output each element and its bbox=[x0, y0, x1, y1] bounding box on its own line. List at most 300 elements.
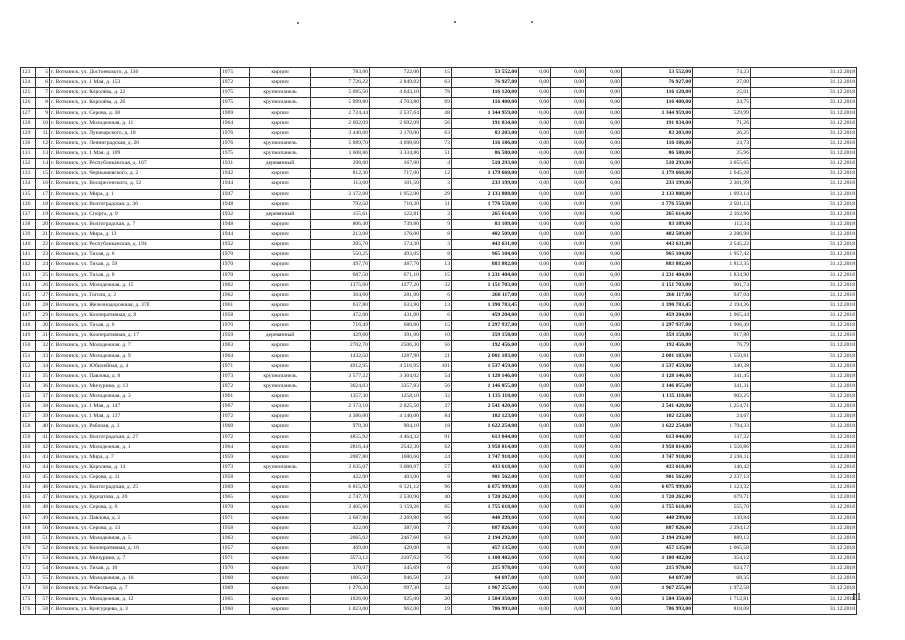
row-number: 57 bbox=[36, 594, 50, 604]
address-cell: г. Воткинск, ул. Мира, д. 13 bbox=[50, 230, 221, 240]
zero-cell-1: 0,00 bbox=[519, 219, 551, 229]
zero-cell-2: 0,00 bbox=[551, 169, 586, 179]
row-number: 45 bbox=[36, 473, 50, 483]
count-cell: 19 bbox=[421, 604, 452, 614]
count-cell: 63 bbox=[421, 128, 452, 138]
table-row bbox=[21, 209, 857, 219]
row-number: 18 bbox=[36, 199, 50, 209]
count-cell: 6 bbox=[421, 311, 452, 321]
row-index: 157 bbox=[21, 412, 36, 422]
count-cell: 6 bbox=[421, 290, 452, 300]
address-cell: г. Воткинск, ул. Железнодорожная, д. 37б bbox=[50, 300, 221, 310]
living-area-cell: 403,00 bbox=[370, 473, 421, 483]
cost-per-meter-cell: 2 545,22 bbox=[693, 240, 751, 250]
wall-material-cell: крупнопанель bbox=[250, 371, 311, 381]
zero-cell-3: 0,00 bbox=[586, 564, 622, 574]
cost-cell: 613 044,00 bbox=[452, 432, 519, 442]
zero-cell-1: 0,00 bbox=[519, 513, 551, 523]
zero-cell-1: 0,00 bbox=[519, 199, 551, 209]
row-index: 172 bbox=[21, 564, 36, 574]
wall-material-cell: кирпич bbox=[250, 179, 311, 189]
row-number: 10 bbox=[36, 118, 50, 128]
date-cell: 31.12.2018 bbox=[751, 98, 857, 108]
zero-cell-3: 0,00 bbox=[586, 108, 622, 118]
living-area-cell: 387,00 bbox=[370, 523, 421, 533]
zero-cell-2: 0,00 bbox=[551, 493, 586, 503]
cost-per-meter-cell: 1 906,49 bbox=[693, 321, 751, 331]
address-cell: г. Воткинск, ул. Серова, д. 30 bbox=[50, 108, 221, 118]
zero-cell-3: 0,00 bbox=[586, 371, 622, 381]
year-cell: 1931 bbox=[221, 159, 250, 169]
row-index: 176 bbox=[21, 604, 36, 614]
zero-cell-1: 0,00 bbox=[519, 594, 551, 604]
cost-cell: 457 135,00 bbox=[452, 543, 519, 553]
row-index: 130 bbox=[21, 138, 36, 148]
cost-per-meter-cell: 1 812,35 bbox=[693, 260, 751, 270]
total-area-cell: 5 085,50 bbox=[311, 88, 370, 98]
cost-total-cell: 448 299,00 bbox=[622, 513, 693, 523]
total-area-cell: 806,40 bbox=[311, 219, 370, 229]
zero-cell-3: 0,00 bbox=[586, 483, 622, 493]
date-cell: 31.12.2018 bbox=[751, 209, 857, 219]
cost-per-meter-cell: 139,84 bbox=[693, 513, 751, 523]
zero-cell-3: 0,00 bbox=[586, 118, 622, 128]
cost-per-meter-cell: 2 237,13 bbox=[693, 473, 751, 483]
wall-material-cell: кирпич bbox=[250, 402, 311, 412]
table-row bbox=[21, 78, 857, 88]
cost-cell: 448 299,00 bbox=[452, 513, 519, 523]
cost-total-cell: 510 293,00 bbox=[622, 159, 693, 169]
wall-material-cell: кирпич bbox=[250, 533, 311, 543]
zero-cell-1: 0,00 bbox=[519, 442, 551, 452]
year-cell: 1960 bbox=[221, 604, 250, 614]
zero-cell-1: 0,00 bbox=[519, 311, 551, 321]
total-area-cell: 5 089,70 bbox=[311, 138, 370, 148]
wall-material-cell: крупнопанель bbox=[250, 98, 311, 108]
cost-per-meter-cell: 2 230,11 bbox=[693, 452, 751, 462]
address-cell: г. Воткинск, ул. Павлова, д. 2 bbox=[50, 513, 221, 523]
year-cell: 1972 bbox=[221, 381, 250, 391]
zero-cell-1: 0,00 bbox=[519, 422, 551, 432]
table-row bbox=[21, 513, 857, 523]
cost-per-meter-cell: 74,23 bbox=[693, 68, 751, 78]
address-cell: г. Воткинск, ул. Волгоградская, д. 25 bbox=[50, 483, 221, 493]
cost-cell: 2 194 292,00 bbox=[452, 533, 519, 543]
address-cell: г. Воткинск, ул. 1 Мая, д. 153 bbox=[50, 78, 221, 88]
cost-per-meter-cell: 27,00 bbox=[693, 78, 751, 88]
living-area-cell: 167,00 bbox=[370, 159, 421, 169]
total-area-cell: 1026,00 bbox=[311, 594, 370, 604]
total-area-cell: 1432,50 bbox=[311, 351, 370, 361]
cost-total-cell: 1 146 055,00 bbox=[622, 381, 693, 391]
count-cell: 78 bbox=[421, 88, 452, 98]
year-cell: 1961 bbox=[221, 392, 250, 402]
zero-cell-2: 0,00 bbox=[551, 270, 586, 280]
row-index: 153 bbox=[21, 371, 36, 381]
cost-total-cell: 1 151 703,00 bbox=[622, 280, 693, 290]
row-number: 20 bbox=[36, 219, 50, 229]
cost-total-cell: 6 875 999,00 bbox=[622, 483, 693, 493]
wall-material-cell: кирпич bbox=[250, 564, 311, 574]
row-index: 134 bbox=[21, 179, 36, 189]
total-area-cell: 2 172,00 bbox=[311, 189, 370, 199]
cost-cell: 1 128 146,00 bbox=[452, 371, 519, 381]
zero-cell-2: 0,00 bbox=[551, 392, 586, 402]
row-number: 24 bbox=[36, 260, 50, 270]
zero-cell-2: 0,00 bbox=[551, 179, 586, 189]
wall-material-cell: кирпич bbox=[250, 321, 311, 331]
zero-cell-2: 0,00 bbox=[551, 250, 586, 260]
zero-cell-2: 0,00 bbox=[551, 543, 586, 553]
wall-material-cell: кирпич bbox=[250, 311, 311, 321]
date-cell: 31.12.2018 bbox=[751, 78, 857, 88]
row-number: 7 bbox=[36, 88, 50, 98]
row-index: 126 bbox=[21, 98, 36, 108]
row-number: 43 bbox=[36, 452, 50, 462]
wall-material-cell: кирпич bbox=[250, 554, 311, 564]
count-cell: 15 bbox=[421, 68, 452, 78]
zero-cell-3: 0,00 bbox=[586, 392, 622, 402]
wall-material-cell: кирпич bbox=[250, 68, 311, 78]
zero-cell-3: 0,00 bbox=[586, 331, 622, 341]
table-row bbox=[21, 442, 857, 452]
date-cell: 31.12.2018 bbox=[751, 483, 857, 493]
row-number: 44 bbox=[36, 462, 50, 472]
row-index: 147 bbox=[21, 311, 36, 321]
date-cell: 31.12.2018 bbox=[751, 270, 857, 280]
zero-cell-2: 0,00 bbox=[551, 564, 586, 574]
cost-total-cell: 191 834,00 bbox=[622, 118, 693, 128]
wall-material-cell: кирпич bbox=[250, 230, 311, 240]
wall-material-cell: кирпич bbox=[250, 412, 311, 422]
table-row bbox=[21, 199, 857, 209]
total-area-cell: 213,00 bbox=[311, 230, 370, 240]
cost-total-cell: 116 400,00 bbox=[622, 98, 693, 108]
wall-material-cell: кирпич bbox=[250, 341, 311, 351]
cost-total-cell: 359 158,00 bbox=[622, 331, 693, 341]
cost-total-cell: 1 537 459,00 bbox=[622, 361, 693, 371]
table-row bbox=[21, 270, 857, 280]
cost-per-meter-cell: 1 972,58 bbox=[693, 584, 751, 594]
cost-cell: 786 993,00 bbox=[452, 604, 519, 614]
cost-cell: 433 618,00 bbox=[452, 462, 519, 472]
zero-cell-1: 0,00 bbox=[519, 230, 551, 240]
zero-cell-2: 0,00 bbox=[551, 290, 586, 300]
row-index: 154 bbox=[21, 381, 36, 391]
zero-cell-1: 0,00 bbox=[519, 371, 551, 381]
year-cell: 1970 bbox=[221, 250, 250, 260]
count-cell: 32 bbox=[421, 392, 452, 402]
cost-per-meter-cell: 2 301,99 bbox=[693, 179, 751, 189]
row-number: 48 bbox=[36, 503, 50, 513]
table-row bbox=[21, 189, 857, 199]
cost-total-cell: 192 456,00 bbox=[622, 341, 693, 351]
total-area-cell: 3 635,07 bbox=[311, 462, 370, 472]
cost-per-meter-cell: 529,99 bbox=[693, 108, 751, 118]
address-cell: г. Воткинск, ул. Молодежная, д. 12 bbox=[50, 594, 221, 604]
cost-cell: 83 203,00 bbox=[452, 128, 519, 138]
row-number: 53 bbox=[36, 554, 50, 564]
wall-material-cell: кирпич bbox=[250, 503, 311, 513]
count-cell: 3 bbox=[421, 209, 452, 219]
address-cell: г. Воткинск, ул. Молодежная, д. 1 bbox=[50, 442, 221, 452]
cost-per-meter-cell: 24,73 bbox=[693, 138, 751, 148]
cost-cell: 1 755 618,00 bbox=[452, 503, 519, 513]
date-cell: 31.12.2018 bbox=[751, 523, 857, 533]
cost-total-cell: 2 001 183,00 bbox=[622, 351, 693, 361]
address-cell: г. Воткинск, ул. Серова, д. 6 bbox=[50, 503, 221, 513]
row-index: 138 bbox=[21, 219, 36, 229]
living-area-cell: 710,30 bbox=[370, 199, 421, 209]
wall-material-cell: кирпич bbox=[250, 169, 311, 179]
cost-total-cell: 1 128 146,00 bbox=[622, 371, 693, 381]
year-cell: 1969 bbox=[221, 108, 250, 118]
cost-total-cell: 3 747 918,00 bbox=[622, 452, 693, 462]
row-number: 47 bbox=[36, 493, 50, 503]
total-area-cell: 3 608,86 bbox=[311, 149, 370, 159]
zero-cell-3: 0,00 bbox=[586, 149, 622, 159]
table-row bbox=[21, 452, 857, 462]
table-row bbox=[21, 108, 857, 118]
zero-cell-3: 0,00 bbox=[586, 250, 622, 260]
row-index: 169 bbox=[21, 533, 36, 543]
cost-total-cell: 83 203,00 bbox=[622, 128, 693, 138]
address-cell: г. Воткинск, ул. Волгоградская, д. 27 bbox=[50, 432, 221, 442]
row-index: 167 bbox=[21, 513, 36, 523]
zero-cell-2: 0,00 bbox=[551, 442, 586, 452]
date-cell: 31.12.2018 bbox=[751, 371, 857, 381]
zero-cell-2: 0,00 bbox=[551, 189, 586, 199]
zero-cell-1: 0,00 bbox=[519, 98, 551, 108]
living-area-cell: 671,10 bbox=[370, 270, 421, 280]
living-area-cell: 1680,60 bbox=[370, 452, 421, 462]
zero-cell-1: 0,00 bbox=[519, 392, 551, 402]
total-area-cell: 304,00 bbox=[311, 290, 370, 300]
wall-material-cell: кирпич bbox=[250, 604, 311, 614]
cost-total-cell: 3 958 014,00 bbox=[622, 442, 693, 452]
year-cell: 1970 bbox=[221, 270, 250, 280]
row-number: 54 bbox=[36, 564, 50, 574]
living-area-cell: 2542,30 bbox=[370, 442, 421, 452]
year-cell: 1958 bbox=[221, 523, 250, 533]
count-cell: 63 bbox=[421, 533, 452, 543]
year-cell: 1959 bbox=[221, 331, 250, 341]
zero-cell-1: 0,00 bbox=[519, 250, 551, 260]
total-area-cell: 637,80 bbox=[311, 300, 370, 310]
zero-cell-1: 0,00 bbox=[519, 321, 551, 331]
row-number: 22 bbox=[36, 240, 50, 250]
count-cell: 101 bbox=[421, 361, 452, 371]
table-row bbox=[21, 128, 857, 138]
table-row bbox=[21, 321, 857, 331]
living-area-cell: 3 088,07 bbox=[370, 462, 421, 472]
date-cell: 31.12.2018 bbox=[751, 331, 857, 341]
cost-total-cell: 1 135 118,00 bbox=[622, 392, 693, 402]
cost-total-cell: 443 631,00 bbox=[622, 240, 693, 250]
zero-cell-3: 0,00 bbox=[586, 311, 622, 321]
address-cell: г. Воткинск, ул. 1 Мая, д. 147 bbox=[50, 402, 221, 412]
zero-cell-2: 0,00 bbox=[551, 209, 586, 219]
total-area-cell: 497,70 bbox=[311, 260, 370, 270]
count-cell: 62 bbox=[421, 442, 452, 452]
row-index: 173 bbox=[21, 574, 36, 584]
zero-cell-3: 0,00 bbox=[586, 432, 622, 442]
table-row bbox=[21, 594, 857, 604]
table-row bbox=[21, 260, 857, 270]
year-cell: 1967 bbox=[221, 402, 250, 412]
row-index: 139 bbox=[21, 230, 36, 240]
zero-cell-2: 0,00 bbox=[551, 240, 586, 250]
living-area-cell: 391,00 bbox=[370, 331, 421, 341]
cost-cell: 1 390 783,45 bbox=[452, 300, 519, 310]
table-row bbox=[21, 240, 857, 250]
year-cell: 1969 bbox=[221, 584, 250, 594]
zero-cell-1: 0,00 bbox=[519, 604, 551, 614]
date-cell: 31.12.2018 bbox=[751, 179, 857, 189]
zero-cell-2: 0,00 bbox=[551, 574, 586, 584]
cost-per-meter-cell: 25,96 bbox=[693, 149, 751, 159]
table-row bbox=[21, 533, 857, 543]
count-cell: 7 bbox=[421, 523, 452, 533]
living-area-cell: 174,30 bbox=[370, 240, 421, 250]
zero-cell-1: 0,00 bbox=[519, 503, 551, 513]
year-cell: 1964 bbox=[221, 351, 250, 361]
zero-cell-2: 0,00 bbox=[551, 321, 586, 331]
scan-speck bbox=[454, 21, 456, 23]
total-area-cell: 422,00 bbox=[311, 473, 370, 483]
cost-per-meter-cell: 137,32 bbox=[693, 432, 751, 442]
table-row bbox=[21, 432, 857, 442]
zero-cell-3: 0,00 bbox=[586, 422, 622, 432]
date-cell: 31.12.2018 bbox=[751, 432, 857, 442]
row-number: 11 bbox=[36, 128, 50, 138]
address-cell: г. Воткинск, ул. Тихая, д. 59 bbox=[50, 260, 221, 270]
cost-cell: 1 146 055,00 bbox=[452, 381, 519, 391]
zero-cell-2: 0,00 bbox=[551, 523, 586, 533]
table-row bbox=[21, 361, 857, 371]
cost-per-meter-cell: 624,77 bbox=[693, 564, 751, 574]
cost-total-cell: 1 622 254,00 bbox=[622, 422, 693, 432]
row-index: 160 bbox=[21, 442, 36, 452]
cost-per-meter-cell: 902,25 bbox=[693, 392, 751, 402]
address-cell: г. Воткинск, ул. Королёва, д. 26 bbox=[50, 98, 221, 108]
total-area-cell: 155,61 bbox=[311, 209, 370, 219]
cost-total-cell: 215 978,00 bbox=[622, 564, 693, 574]
year-cell: 1932 bbox=[221, 240, 250, 250]
wall-material-cell: кирпич bbox=[250, 442, 311, 452]
row-number: 58 bbox=[36, 604, 50, 614]
cost-total-cell: 1 344 959,00 bbox=[622, 108, 693, 118]
date-cell: 31.12.2018 bbox=[751, 554, 857, 564]
zero-cell-3: 0,00 bbox=[586, 412, 622, 422]
count-cell: 8 bbox=[421, 250, 452, 260]
table-row bbox=[21, 118, 857, 128]
scan-speck bbox=[531, 21, 533, 23]
cost-cell: 1 135 118,00 bbox=[452, 392, 519, 402]
zero-cell-3: 0,00 bbox=[586, 290, 622, 300]
date-cell: 31.12.2018 bbox=[751, 392, 857, 402]
living-area-cell: 722,00 bbox=[370, 68, 421, 78]
total-area-cell: 2 724,44 bbox=[311, 108, 370, 118]
living-area-cell: 3357,83 bbox=[370, 381, 421, 391]
wall-material-cell: крупнопанель bbox=[250, 381, 311, 391]
zero-cell-1: 0,00 bbox=[519, 381, 551, 391]
wall-material-cell: кирпич bbox=[250, 280, 311, 290]
cost-total-cell: 613 044,00 bbox=[622, 432, 693, 442]
date-cell: 31.12.2018 bbox=[751, 219, 857, 229]
zero-cell-3: 0,00 bbox=[586, 98, 622, 108]
zero-cell-1: 0,00 bbox=[519, 584, 551, 594]
zero-cell-3: 0,00 bbox=[586, 240, 622, 250]
table-row bbox=[21, 219, 857, 229]
table-row bbox=[21, 543, 857, 553]
row-number: 9 bbox=[36, 108, 50, 118]
date-cell: 31.12.2018 bbox=[751, 462, 857, 472]
row-index: 166 bbox=[21, 503, 36, 513]
address-cell: г. Воткинск, ул. Молодежная, д. 3 bbox=[50, 392, 221, 402]
living-area-cell: 2467,60 bbox=[370, 533, 421, 543]
row-index: 140 bbox=[21, 240, 36, 250]
cost-cell: 116 120,00 bbox=[452, 88, 519, 98]
address-cell: г. Воткинск, ул. Мичурина, д. 7 bbox=[50, 554, 221, 564]
living-area-cell: 1287,90 bbox=[370, 351, 421, 361]
cost-total-cell: 887 826,00 bbox=[622, 523, 693, 533]
address-cell: г. Воткинск, ул. Тихая, д. 6 bbox=[50, 321, 221, 331]
cost-total-cell: 2 194 292,00 bbox=[622, 533, 693, 543]
zero-cell-2: 0,00 bbox=[551, 128, 586, 138]
year-cell: 1970 bbox=[221, 260, 250, 270]
date-cell: 31.12.2018 bbox=[751, 493, 857, 503]
wall-material-cell: деревянный bbox=[250, 331, 311, 341]
cost-per-meter-cell: 2 286,98 bbox=[693, 230, 751, 240]
year-cell: 1970 bbox=[221, 564, 250, 574]
wall-material-cell: кирпич bbox=[250, 473, 311, 483]
zero-cell-3: 0,00 bbox=[586, 300, 622, 310]
total-area-cell: 2702,70 bbox=[311, 341, 370, 351]
table-row bbox=[21, 98, 857, 108]
total-area-cell: 3 687,80 bbox=[311, 513, 370, 523]
zero-cell-3: 0,00 bbox=[586, 462, 622, 472]
living-area-cell: 345,69 bbox=[370, 564, 421, 574]
year-cell: 1961 bbox=[221, 300, 250, 310]
zero-cell-3: 0,00 bbox=[586, 341, 622, 351]
count-cell: 91 bbox=[421, 432, 452, 442]
zero-cell-2: 0,00 bbox=[551, 341, 586, 351]
year-cell: 1970 bbox=[221, 321, 250, 331]
zero-cell-1: 0,00 bbox=[519, 78, 551, 88]
address-cell: г. Воткинск, ул. Ленинградская, д. 26 bbox=[50, 138, 221, 148]
zero-cell-2: 0,00 bbox=[551, 68, 586, 78]
total-area-cell: 2 747,70 bbox=[311, 493, 370, 503]
count-cell: 15 bbox=[421, 270, 452, 280]
zero-cell-1: 0,00 bbox=[519, 402, 551, 412]
row-number: 40 bbox=[36, 422, 50, 432]
living-area-cell: 4 643,10 bbox=[370, 88, 421, 98]
row-number: 35 bbox=[36, 371, 50, 381]
cost-cell: 402 509,00 bbox=[452, 230, 519, 240]
zero-cell-3: 0,00 bbox=[586, 128, 622, 138]
row-index: 170 bbox=[21, 543, 36, 553]
cost-total-cell: 116 120,00 bbox=[622, 88, 693, 98]
zero-cell-3: 0,00 bbox=[586, 78, 622, 88]
row-number: 21 bbox=[36, 230, 50, 240]
zero-cell-3: 0,00 bbox=[586, 574, 622, 584]
zero-cell-2: 0,00 bbox=[551, 78, 586, 88]
row-number: 25 bbox=[36, 270, 50, 280]
year-cell: 1972 bbox=[221, 432, 250, 442]
row-index: 123 bbox=[21, 68, 36, 78]
zero-cell-1: 0,00 bbox=[519, 361, 551, 371]
